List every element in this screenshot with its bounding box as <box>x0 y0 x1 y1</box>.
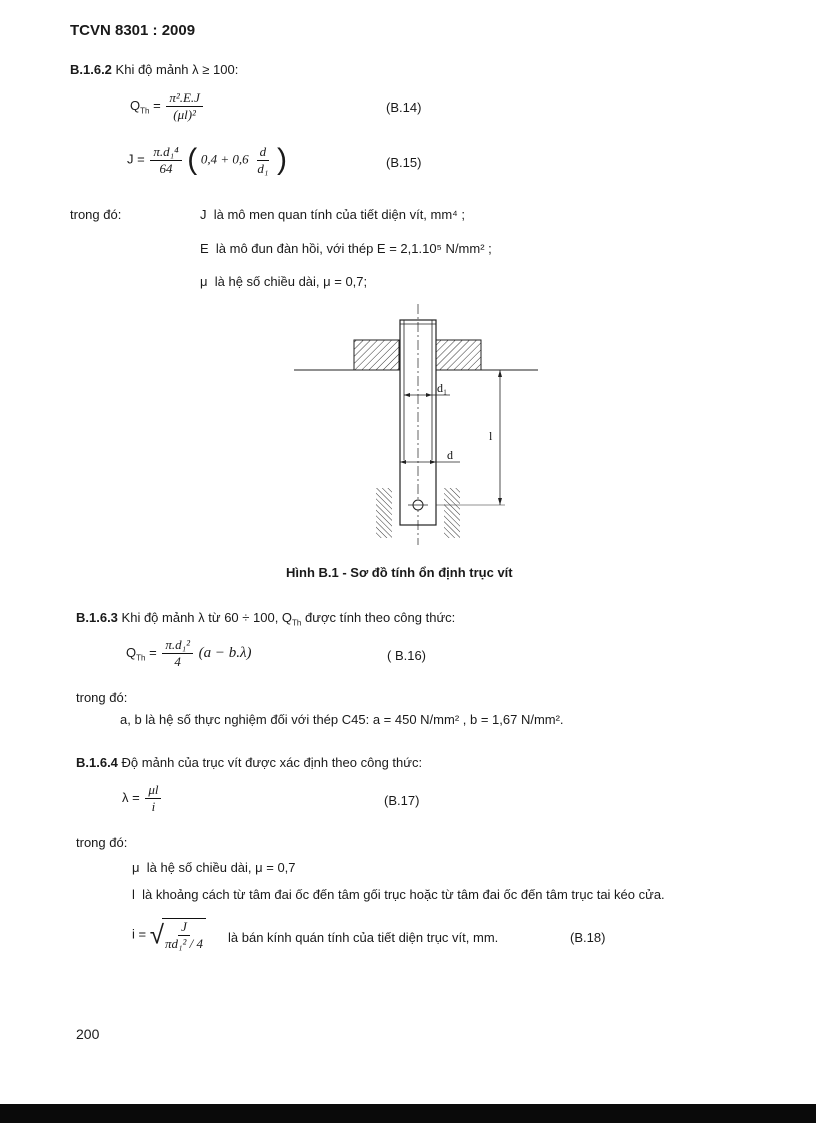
definition-row: J là mô men quan tính của tiết diện vít, mm⁴ ; <box>200 207 465 222</box>
page-number: 200 <box>76 1026 100 1042</box>
formula-b17: λ = $\frac{\mu l}{i}$ <box>122 782 163 815</box>
dimension-label-d: d <box>447 448 453 462</box>
dimension-label-l: l <box>489 429 493 443</box>
figure-caption: Hình B.1 - Sơ đồ tính ổn định trục vít <box>286 565 513 580</box>
formula-b18: i = √ $\frac{J}{\text{πd₁² / 4}}$ <box>132 918 208 952</box>
screw-shaft <box>400 320 436 525</box>
formula-b15: J = $\frac{\text{π.d₁⁴}}{64}$ ( 0,4 + 0,6 $\frac{d}{\text{d₁}}$ ) <box>127 143 287 176</box>
nut-block-left <box>354 340 399 370</box>
support-block-left <box>376 488 392 538</box>
equation-tag-b14: (B.14) <box>386 100 422 115</box>
definition-row: μ là hệ số chiều dài, μ = 0,7; <box>200 274 368 289</box>
scan-border <box>0 1104 816 1123</box>
formula-b16: $Q_{Th}$ = $\frac{\text{π.d₁²}}{4}$ (a − b.λ) <box>126 637 252 669</box>
screw-shaft-diagram <box>290 300 550 550</box>
section-number: B.1.6.2 <box>70 62 112 77</box>
equation-tag-b15: (B.15) <box>386 155 422 170</box>
nut-block-right <box>436 340 481 370</box>
equation-tag-b18: (B.18) <box>570 930 606 945</box>
definition-row: μ là hệ số chiều dài, μ = 0,7 <box>132 860 296 875</box>
definition-text: là bán kính quán tính của tiết diện trục vít, mm. <box>228 930 499 945</box>
formula-b14: $Q_{Th}$ = $\frac{\text{π².E.J}}{\text{(μl)²}}$ <box>130 90 205 123</box>
equation-tag-b16: ( B.16) <box>387 648 427 663</box>
where-label: trong đó: <box>76 835 128 850</box>
section-b162 <box>70 62 238 77</box>
section-text: Khi độ mảnh λ ≥ 100: <box>115 62 239 77</box>
document-header: TCVN 8301 : 2009 <box>70 22 196 39</box>
section-b164: B.1.6.4 Độ mảnh của trục vít được xác định theo công thức: <box>76 755 423 770</box>
where-label: trong đó: <box>76 690 128 705</box>
dimension-label-d1: d₁ <box>437 381 448 395</box>
equation-tag-b17: (B.17) <box>384 793 420 808</box>
definition-row: a, b là hệ số thực nghiệm đối với thép C45: a = 450 N/mm² , b = 1,67 N/mm². <box>120 712 564 727</box>
where-label: trong đó: <box>70 207 122 222</box>
definition-row: E là mô đun đàn hồi, với thép E = 2,1.10⁵ N/mm² ; <box>200 241 492 256</box>
section-b163: B.1.6.3 Khi độ mảnh λ từ 60 ÷ 100, $Q_{Th}$ được tính theo công thức: <box>76 610 456 628</box>
support-block-right <box>444 488 460 538</box>
definition-row: l là khoảng cách từ tâm đai ốc đến tâm gối trục hoặc từ tâm đai ốc đến tâm trục tai kéo cửa. <box>132 887 665 902</box>
